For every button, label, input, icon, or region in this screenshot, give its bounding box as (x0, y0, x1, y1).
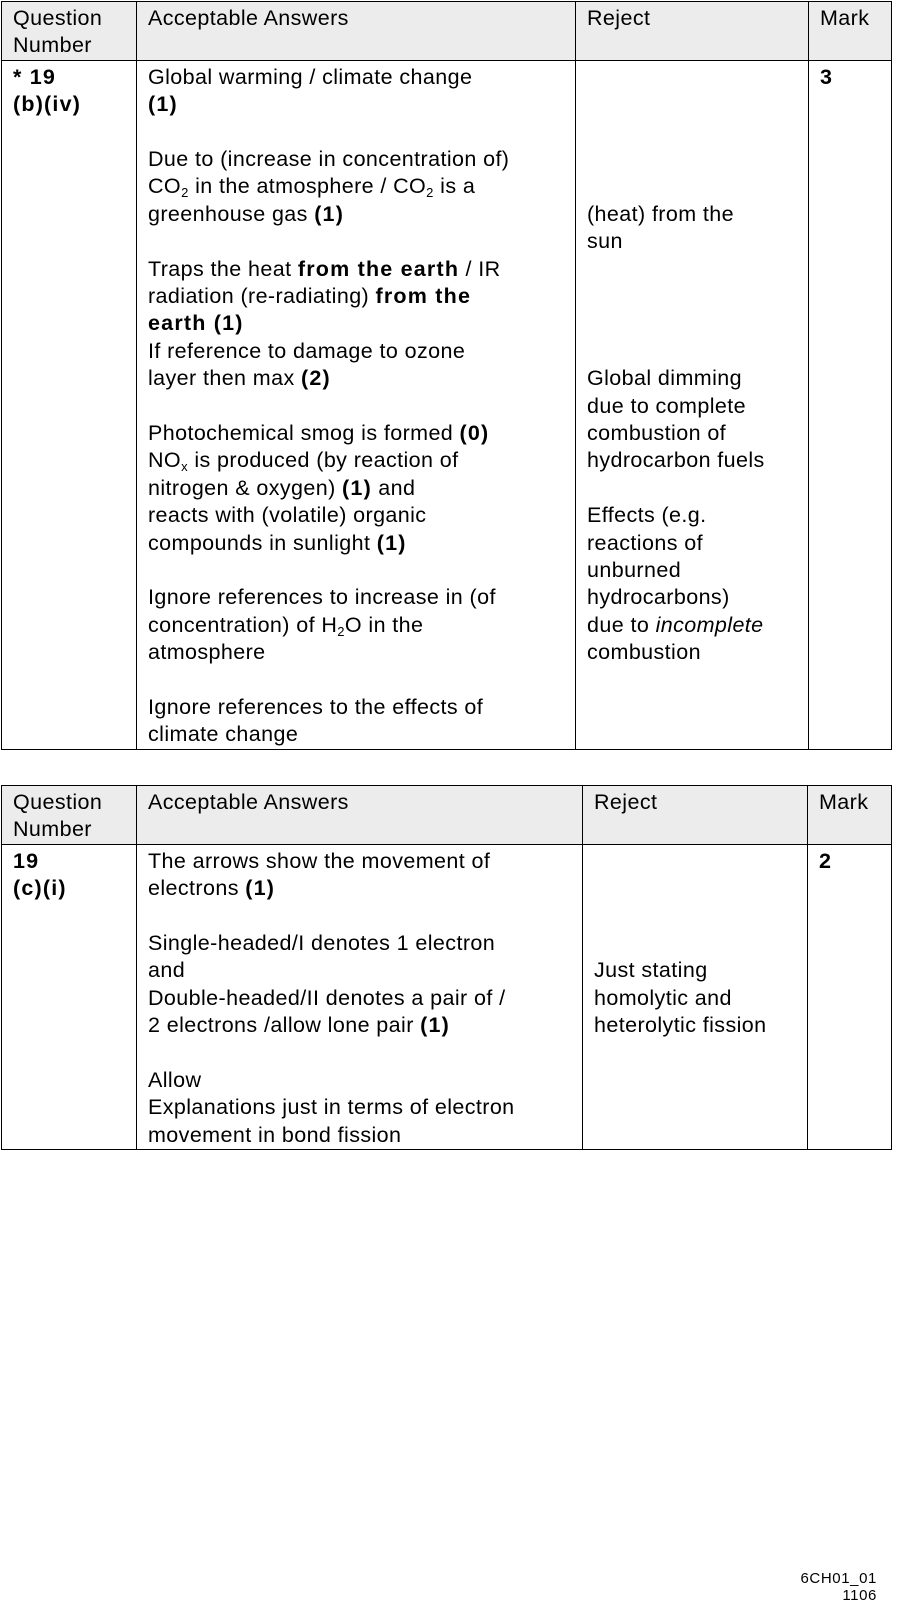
header-question-number: Question Number (2, 786, 137, 845)
paper-code: 6CH01_01 (800, 1570, 877, 1587)
mark-scheme-table-19ci (1, 785, 892, 1150)
question-number-line2: (c)(i) (13, 876, 67, 901)
mark-cell (808, 844, 892, 1149)
header-reject: Reject (576, 2, 809, 61)
question-number-line2: (b)(iv) (13, 92, 82, 117)
header-reject: Reject (583, 786, 808, 845)
reject-cell: Just stating homolytic and heterolytic fission (583, 844, 808, 1149)
table-row (2, 60, 892, 749)
question-number-line1: 19 (13, 848, 40, 873)
mark-scheme-table-19biv (1, 1, 892, 750)
mark-cell (809, 60, 892, 749)
acceptable-answers-cell: Global warming / climate change (1) Due to (increase in concentration of) $CO_2$ in the atmosphere / $CO_2$ is a greenhouse gas (1) Traps the heat from the earth / IR radiation (re-radiating) from the earth (1) If reference to damage to ozone layer then max (2) Photochemical smog is formed (0) $NO_x$ is produced (by reaction of nitrogen & oxygen) (1) and reacts with (volatile) organic compounds in sunlight (1) Ignore references to increase in (of concentration) of $H_2O$ in the atmosphere Ignore references to the effects of climate change (137, 60, 576, 749)
table-header-row (2, 2, 892, 61)
reject-cell: (heat) from the sun Global dimming due to complete combustion of hydrocarbon fuels Effects (e.g. reactions of unburned hydrocarbons) due to incomplete combustion (576, 60, 809, 749)
acceptable-answers-cell: The arrows show the movement of electrons (1) Single-headed/I denotes 1 electron and Double-headed/II denotes a pair of / 2 electrons /allow lone pair (1) Allow Explanations just in terms of electron movement in bond fission (137, 844, 583, 1149)
mark-value: 3 (820, 64, 834, 89)
paper-number: 1106 (842, 1587, 877, 1604)
question-number-line1: * 19 (13, 64, 57, 89)
page-footer (800, 1570, 877, 1604)
header-question-number-label: Question Number (13, 6, 103, 58)
table-header-row (2, 786, 892, 845)
header-acceptable-answers: Acceptable Answers (137, 2, 576, 61)
header-mark: Mark (809, 2, 892, 61)
header-acceptable-answers: Acceptable Answers (137, 786, 583, 845)
question-number-cell (2, 844, 137, 1149)
header-mark: Mark (808, 786, 892, 845)
table-row (2, 844, 892, 1149)
question-number-cell (2, 60, 137, 749)
mark-value: 2 (819, 848, 833, 873)
header-question-number (2, 2, 137, 61)
